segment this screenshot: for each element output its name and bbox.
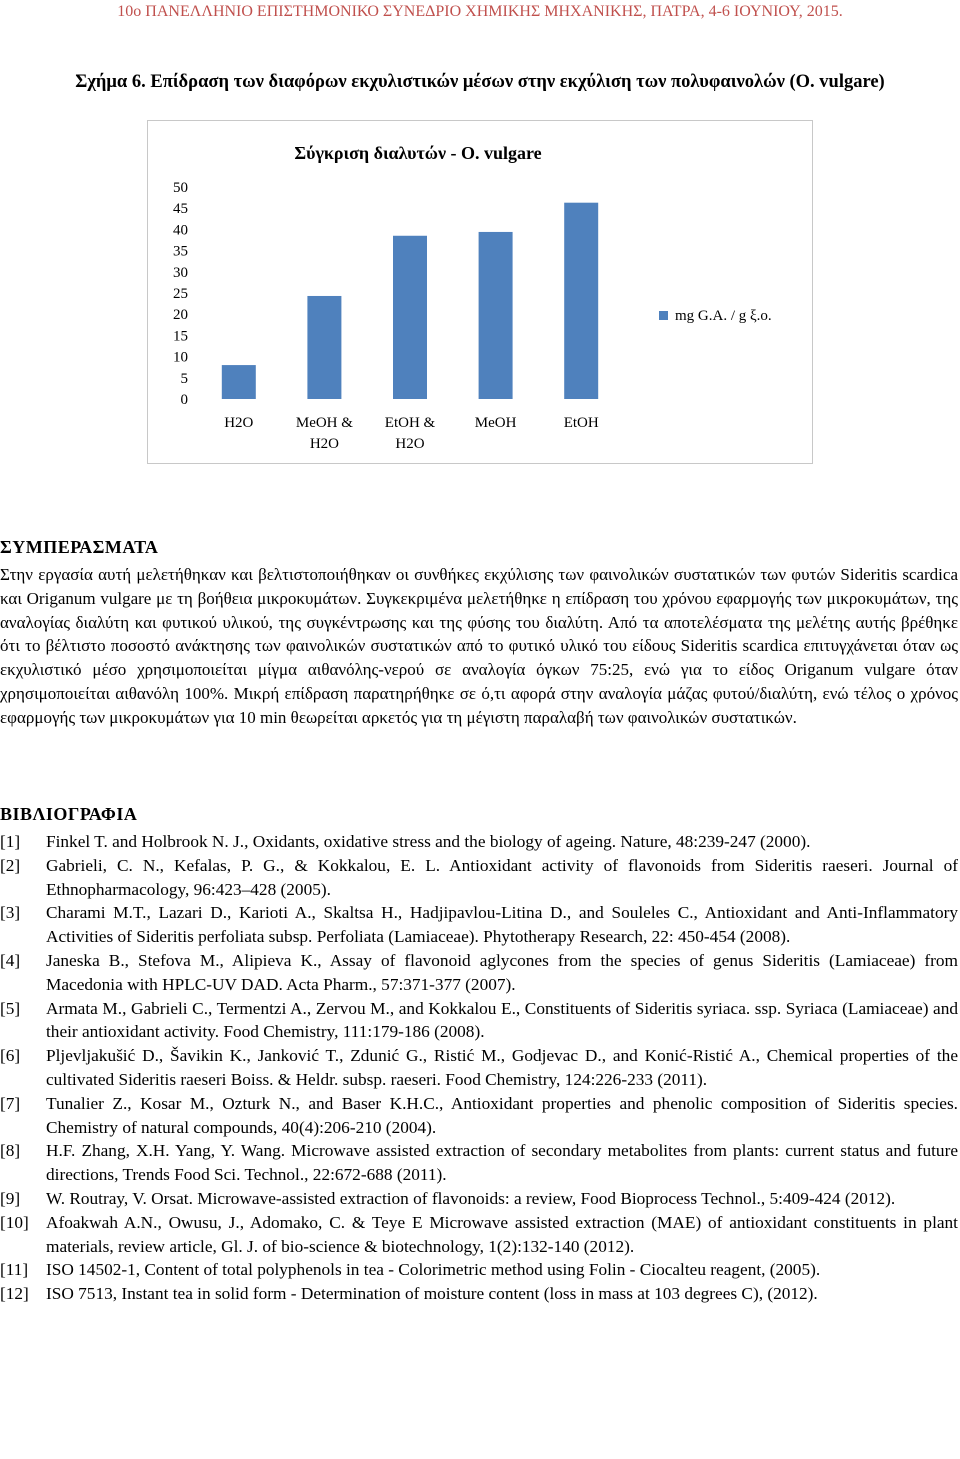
reference-number: [5]: [0, 998, 21, 1018]
reference-number: [8]: [0, 1141, 21, 1161]
reference-text: Tunalier Z., Kosar M., Ozturk N., and Baser K.H.C., Antioxidant properties and phenolic composition of Sideritis species. Chemistry of natural compounds, 40(4):206-210 (2004).: [46, 1093, 958, 1137]
bar: [479, 232, 513, 399]
legend-swatch: [659, 311, 668, 320]
bar: [564, 203, 598, 399]
y-tick-label: 45: [173, 201, 188, 218]
reference-text: Gabrieli, C. N., Kefalas, P. G., & Kokkalou, E. L. Antioxidant activity of flavonoids from Sideritis raeseri. Journal of Ethnopharmacology, 96:423–428 (2005).: [46, 855, 958, 899]
legend-label: mg G.A. / g ξ.ο.: [675, 308, 772, 324]
reference-item: [0, 1139, 958, 1187]
y-tick-label: 35: [173, 243, 188, 260]
x-tick-label-line: MeOH &: [295, 415, 353, 431]
reference-text: H.F. Zhang, X.H. Yang, Y. Wang. Microwave assisted extraction of secondary metabolites from plants: current status and future directions, Trends Food Sci. Technol., 22:672-688 (2011).: [46, 1141, 958, 1185]
reference-item: [0, 854, 958, 902]
reference-number: [6]: [0, 1046, 21, 1066]
reference-item: [0, 949, 958, 997]
y-tick-label: 30: [173, 264, 188, 281]
reference-item: [0, 830, 958, 854]
x-tick-label: [475, 415, 517, 431]
reference-text: Finkel T. and Holbrook N. J., Oxidants, oxidative stress and the biology of ageing. Nature, 48:239-247 (2000).: [46, 832, 811, 851]
y-tick-label: 5: [180, 370, 188, 387]
x-tick-label-line: EtOH: [563, 415, 599, 431]
reference-number: [12]: [0, 1284, 29, 1304]
reference-text: ISO 14502-1, Content of total polyphenols in tea - Colorimetric method using Folin - Ciocalteu reagent, (2005).: [46, 1260, 821, 1280]
reference-number: [10]: [0, 1212, 29, 1232]
conference-header: 10ο ΠΑΝΕΛΛΗΝΙΟ ΕΠΙΣΤΗΜΟΝΙΚΟ ΣΥΝΕΔΡΙΟ ΧΗΜΙΚΗΣ ΜΗΧΑΝΙΚΗΣ, ΠΑΤΡΑ, 4-6 ΙΟΥΝΙΟΥ, 2015.: [117, 3, 843, 20]
chart-title: Σύγκριση διαλυτών - O. vulgare: [294, 143, 542, 163]
bar: [393, 236, 427, 399]
reference-number: [2]: [0, 855, 21, 875]
reference-item: [0, 901, 958, 949]
reference-number: [9]: [0, 1188, 21, 1208]
reference-number: [11]: [0, 1260, 29, 1280]
y-tick-label: 10: [173, 349, 188, 366]
x-tick-label: [224, 415, 253, 431]
reference-number: [1]: [0, 832, 21, 851]
reference-number: [4]: [0, 950, 21, 970]
x-tick-label-line: H2O: [224, 415, 254, 431]
x-tick-label-line: MeOH: [474, 415, 517, 431]
figure-caption: Σχήμα 6. Επίδραση των διαφόρων εκχυλιστικών μέσων στην εκχύλιση των πολυφαινολών (O. vulgare): [75, 72, 885, 92]
reference-item: [0, 1044, 958, 1092]
x-tick-label: [296, 415, 353, 452]
chart-svg: [148, 121, 812, 463]
reference-text: Armata M., Gabrieli C., Termentzi A., Zervou M., and Kokkalou E., Constituents of Sideritis syriaca. ssp. Syriaca (Lamiaceae) and their antioxidant activity. Food Chemistry, 111:179-186 (2008).: [46, 998, 958, 1042]
y-tick-label: 15: [173, 328, 188, 345]
x-tick-label: [564, 415, 599, 431]
x-tick-label-line: H2O: [395, 436, 425, 452]
y-tick-label: 50: [173, 180, 188, 196]
conclusions-text: [0, 563, 958, 730]
x-tick-label-line: EtOH &: [384, 415, 436, 431]
reference-item: [0, 1187, 958, 1211]
reference-item: [0, 1282, 958, 1306]
reference-item: [0, 997, 958, 1045]
reference-number: [7]: [0, 1093, 21, 1113]
reference-list: [0, 830, 958, 1306]
y-tick-label: 40: [173, 222, 188, 239]
y-tick-label: 20: [173, 307, 188, 324]
conclusions-paragraph: Στην εργασία αυτή μελετήθηκαν και βελτιστοποιήθηκαν οι συνθήκες εκχύλισης των φαινολικών συστατικών των φυτών Sideritis scardica και Origanum vulgare με τη βοήθεια μικροκυμάτων. Συγκεκριμένα μελετήθηκε η επίδραση του χρόνου εφαρμογής των μικροκυμάτων, της αναλογίας διαλύτη και φυτικού υλικού, της συγκέντρωσης και της φύσης του διαλύτη. Από τα αποτελέσματα της μελέτης αυτής βρέθηκε ότι το βέλτιστο ποσοστό ανάκτησης των φαινολικών συστατικών από το φυτικό υλικό του είδους Sideritis scardica επιτυγχάνεται όταν ως εκχυλιστικό μέσο χρησιμοποιείται μίγμα αιθανόλης-νερού σε αναλογία όγκων 75:25, ενώ για το είδος Origanum vulgare όταν χρησιμοποιείται αιθανόλη 100%. Μικρή επίδραση παρατηρήθηκε σε ό,τι αφορά στην αναλογία μάζας φυτού/διαλύτη, ενώ τέλος ο χρόνος εφαρμογής των μικροκυμάτων για 10 min θεωρείται αρκετός για τη μέγιστη παραλαβή των φαινολικών συστατικών.: [0, 565, 958, 727]
reference-text: Charami M.T., Lazari D., Karioti A., Skaltsa H., Hadjipavlou-Litina D., and Souleles C., Antioxidant and Anti-Inflammatory Activities of Sideritis perfoliata subsp. Perfoliata (Lamiaceae). Phytotherapy Research, 22: 450-454 (2008).: [46, 903, 958, 947]
reference-item: [0, 1211, 958, 1259]
reference-text: Pljevljakušić D., Šavikin K., Janković T., Zdunić G., Ristić M., Godjevac D., and Konić-Ristić A., Chemical properties of the cultivated Sideritis raeseri Boiss. & Heldr. subsp. raeseri. Food Chemistry, 124:226-233 (2011).: [46, 1046, 958, 1089]
reference-text: Afoakwah A.N., Owusu, J., Adomako, C. & Teye E Microwave assisted extraction (MAE) of antioxidant constituents in plant materials, review article, Gl. J. of bio-science & biotechnology, 1(2):132-140 (2012).: [46, 1212, 958, 1256]
y-tick-label: 25: [173, 286, 188, 302]
y-tick-label: 0: [180, 392, 188, 408]
reference-text: W. Routray, V. Orsat. Microwave-assisted extraction of flavonoids: a review, Food Bioprocess Technol., 5:409-424 (2012).: [46, 1188, 896, 1208]
x-tick-label-line: H2O: [309, 436, 339, 452]
bar: [222, 365, 256, 399]
bar: [307, 296, 341, 399]
bibliography-title: ΒΙΒΛΙΟΓΡΑΦΙΑ: [0, 804, 138, 824]
reference-item: [0, 1092, 958, 1140]
reference-item: [0, 1258, 958, 1282]
conclusions-title: ΣΥΜΠΕΡΑΣΜΑΤΑ: [0, 537, 159, 557]
x-tick-label: [385, 415, 436, 452]
reference-number: [3]: [0, 903, 21, 923]
reference-text: Janeska B., Stefova M., Alipieva K., Assay of flavonoid aglycones from the species of genus Sideritis (Lamiaceae) from Macedonia with HPLC-UV DAD. Acta Pharm., 57:371-377 (2007).: [46, 950, 958, 994]
reference-text: ISO 7513, Instant tea in solid form - Determination of moisture content (loss in mass at 103 degrees C), (2012).: [46, 1284, 818, 1304]
bar-chart: [147, 120, 813, 464]
